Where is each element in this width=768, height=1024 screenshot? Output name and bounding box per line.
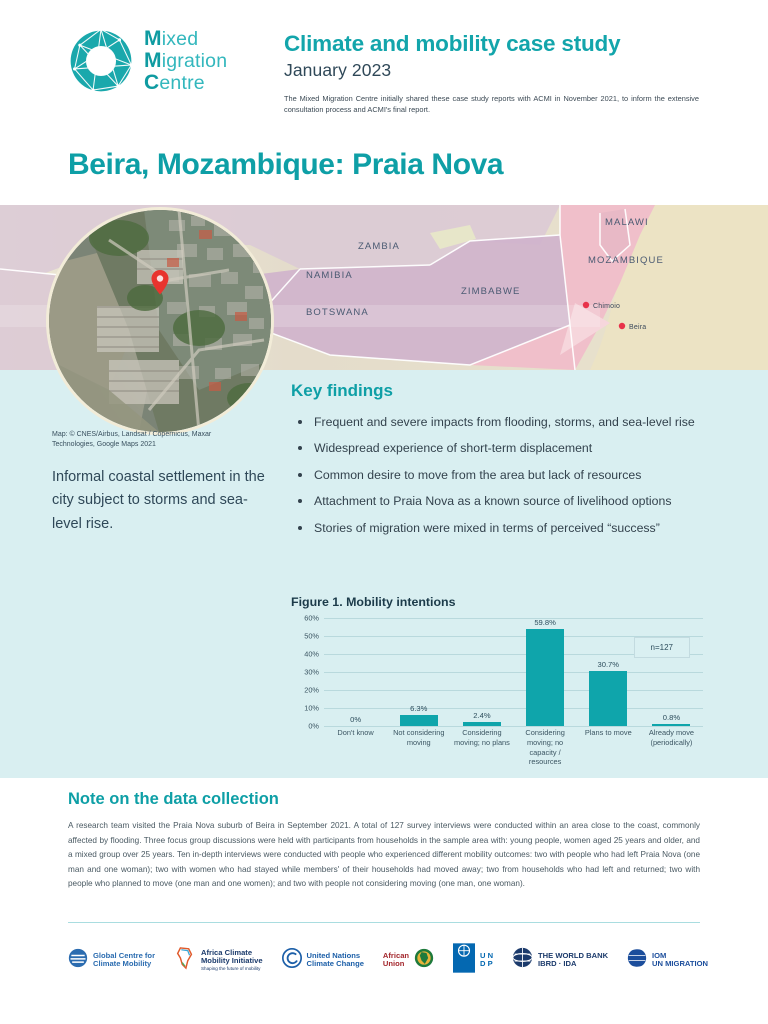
key-findings-list: [291, 414, 701, 537]
list-item: Frequent and severe impacts from flooding, storms, and sea-level rise: [291, 414, 701, 431]
partner-logo-line: United Nations: [306, 950, 361, 960]
globe-icon: [68, 948, 88, 973]
y-tick-label: 50%: [304, 631, 319, 641]
partner-logo-line: U N: [480, 950, 494, 960]
header-title: Climate and mobility case study: [284, 31, 621, 56]
x-tick-label: Not considering moving: [393, 728, 445, 747]
x-tick-label: Plans to move: [584, 728, 632, 737]
y-tick-label: 40%: [304, 649, 319, 659]
note-body: A research team visited the Praia Nova suburb of Beira in September 2021. A total of 127 survey interviews were conducted within an area close to the coast, commonly affected by flooding. Three focus group discussions were held with participants from households in the sample area with: young people, women aged 25 years and older, and a mixed group over 25 years. Ten in-depth interviews were conducted with people who experienced different mobility outcomes: two with people who had left Praia Nova (one man and one woman); two with women who had stayed while members' of their households had moved away; two from households who had left and returned; two with people who planned to move (one man and one women); and two with people not considering moving (one man, one woman).: [68, 821, 700, 889]
partner-logo-text: [307, 952, 364, 969]
mmc-ring-icon: [68, 28, 134, 94]
partner-logo-undp-emblem: [453, 943, 493, 978]
partner-logo-line: African: [382, 950, 410, 960]
sidebar-caption: Informal coastal settlement in the city subject to storms and sea-level rise.: [52, 469, 265, 532]
bar-value-label: 6.3%: [410, 703, 428, 713]
partner-logo-line: Shaping the future of mobility: [200, 965, 261, 971]
partner-logo-text: [201, 949, 263, 971]
note-title: Note on the data collection: [68, 790, 279, 808]
list-item: Stories of migration were mixed in terms of perceived “success”: [291, 520, 701, 537]
satellite-photo-praia-nova-icon: [49, 210, 271, 432]
key-findings: [291, 381, 701, 546]
bar-value-label: 0.8%: [662, 713, 681, 722]
partner-logo-line: D P: [480, 959, 493, 968]
map-city-dot-beira: [619, 323, 625, 329]
chart-bar-column: [450, 618, 513, 726]
partner-logo-text: [93, 952, 155, 969]
y-tick-label: 30%: [304, 667, 319, 677]
page-header: [0, 0, 768, 205]
x-tick-label: Already move (periodically): [648, 728, 695, 747]
map-label-zambia: ZAMBIA: [358, 241, 400, 252]
partner-logo-line: Climate Mobility: [93, 959, 152, 968]
undp-emblem-icon: [453, 943, 475, 978]
mobility-intentions-chart: [291, 613, 703, 767]
chart-x-axis-labels: [324, 728, 703, 767]
iom-globe-icon: [627, 948, 647, 973]
partner-logo-line: Union: [382, 959, 405, 968]
bar: [589, 671, 627, 726]
logo-line-3: Centre: [144, 70, 205, 94]
partner-logo-unfccc-spiral: [282, 948, 364, 973]
mmc-logo-text: [144, 28, 227, 94]
partner-logo-africa-outline: [174, 946, 263, 975]
bar: [526, 629, 564, 726]
sample-size-annotation: n=127: [634, 637, 690, 658]
map-label-chimoio: Chimoio: [593, 303, 621, 310]
partner-logo-line: THE WORLD BANK: [538, 950, 609, 960]
world-bank-globe-icon: [512, 947, 533, 973]
partner-logo-world-bank-globe: [512, 947, 608, 973]
map-city-dot-chimoio: [583, 302, 589, 308]
logo-line-2: Migration: [144, 49, 228, 73]
satellite-photo: [46, 207, 274, 435]
partner-logo-text: [652, 952, 708, 969]
partner-logo-line: Mobility Initiative: [200, 956, 263, 966]
header-subtitle: January 2023: [284, 59, 392, 80]
map-label-mozambique: MOZAMBIQUE: [588, 255, 664, 266]
partner-logo-line: IBRD · IDA: [538, 959, 577, 968]
partner-logo-line: IOM: [652, 950, 667, 960]
bar-value-label: 30.7%: [597, 659, 620, 669]
african-union-emblem-icon: [414, 948, 434, 973]
y-tick-label: 60%: [304, 613, 319, 623]
chart-bar-column: [387, 618, 450, 726]
figure-title: Figure 1. Mobility intentions: [291, 595, 456, 609]
figure-1: [291, 595, 703, 767]
bar: [463, 722, 501, 726]
x-tick-label: Considering moving; no plans: [453, 728, 510, 747]
map-label-zimbabwe: ZIMBABWE: [461, 286, 521, 297]
header-text-block: [284, 31, 704, 115]
bar-value-label: 59.8%: [534, 618, 556, 627]
chart-bar-column: [324, 618, 387, 726]
bar-value-label: 0%: [350, 715, 362, 724]
partner-logo-line: Global Centre for: [93, 950, 156, 960]
page-title: Beira, Mozambique: Praia Nova: [68, 148, 504, 181]
list-item: Widespread experience of short-term displacement: [291, 440, 701, 457]
map-label-namibia: NAMIBIA: [306, 270, 353, 281]
key-findings-title: Key findings: [291, 381, 394, 400]
partner-logo-line: Climate Change: [306, 959, 364, 968]
africa-outline-icon: [174, 946, 196, 975]
map-label-beira: Beira: [629, 324, 647, 331]
partner-logo-african-union-emblem: [383, 948, 434, 973]
y-tick-label: 20%: [304, 685, 319, 695]
gridline: [324, 726, 703, 727]
chart-bars: [324, 618, 703, 726]
unfccc-spiral-icon: [282, 948, 302, 973]
bar: [652, 724, 690, 726]
partner-logo-line: Africa Climate: [200, 947, 253, 957]
map-credit: Map: © CNES/Airbus, Landsat / Copernicus, Maxar Technologies, Google Maps 2021: [52, 431, 212, 449]
x-tick-label: Don't know: [337, 728, 374, 737]
partner-logo-iom-globe: [627, 948, 708, 973]
partner-logos: [68, 938, 708, 982]
chart-bar-column: [640, 618, 703, 726]
chart-bar-column: [577, 618, 640, 726]
list-item: Common desire to move from the area but lack of resources: [291, 467, 701, 484]
partner-logo-globe: [68, 948, 155, 973]
mmc-logo: [68, 28, 227, 94]
bar-value-label: 2.4%: [473, 710, 491, 720]
x-tick-label: Considering moving; no capacity / resources: [525, 728, 565, 767]
chart-plot-area: [324, 618, 703, 726]
logo-line-1: Mixed: [144, 27, 199, 51]
chart-y-axis: [291, 613, 322, 731]
partner-logo-text: [480, 952, 493, 969]
note-section: [68, 790, 700, 892]
footer-divider: [68, 922, 700, 923]
header-note: The Mixed Migration Centre initially shared these case study reports with ACMI in November 2021, to inform the extensive consultation process and ACMI's final report.: [284, 93, 699, 114]
y-tick-label: 0%: [308, 721, 319, 731]
map-label-malawi: MALAWI: [605, 217, 649, 228]
partner-logo-text: [383, 952, 409, 969]
bar: [400, 715, 438, 726]
map-label-botswana: BOTSWANA: [306, 307, 369, 318]
partner-logo-text: [538, 952, 608, 969]
y-tick-label: 10%: [304, 703, 319, 713]
list-item: Attachment to Praia Nova as a known source of livelihood options: [291, 493, 701, 510]
chart-bar-column: [514, 618, 577, 726]
partner-logo-line: UN MIGRATION: [652, 959, 708, 968]
